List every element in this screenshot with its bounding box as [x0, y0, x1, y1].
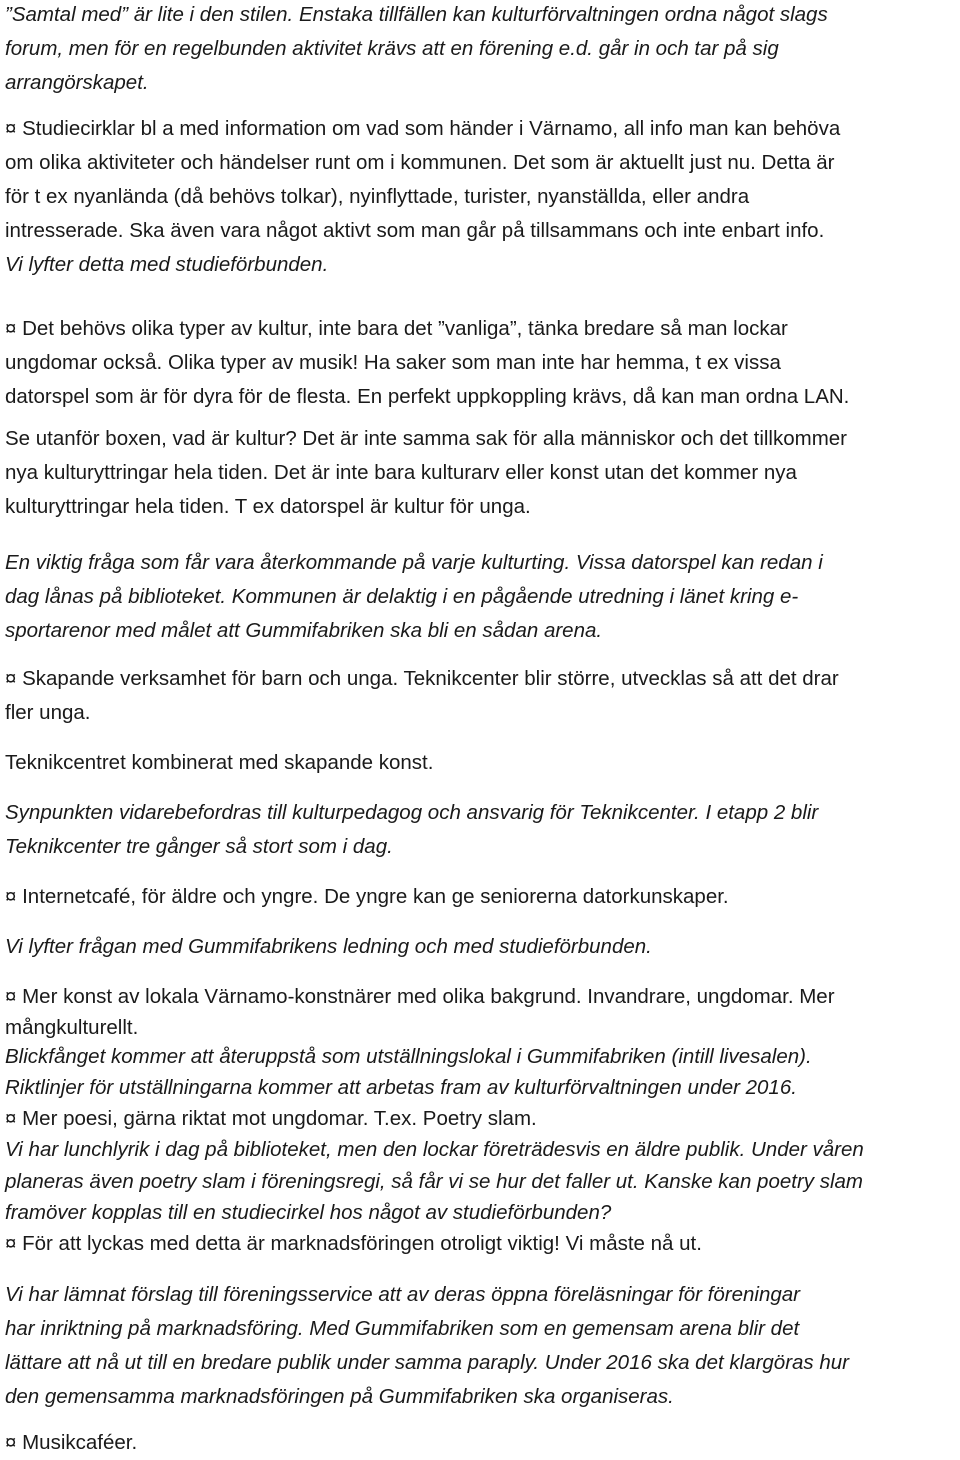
text-line: för t ex nyanlända (då behövs tolkar), nyinflyttade, turister, nyanställda, eller andra: [5, 185, 750, 208]
paragraph-samtal-med: [5, 0, 828, 100]
text-line: dag lånas på biblioteket. Kommunen är delaktig i en pågående utredning i länet kring e-: [5, 585, 799, 608]
text-line: ¤ Musikcaféer.: [5, 1431, 138, 1454]
text-line: Riktlinjer för utställningarna kommer att arbetas fram av kulturförvaltningen under 2016.: [5, 1076, 797, 1099]
text-line: ¤ Studiecirklar bl a med information om vad som händer i Värnamo, all info man kan behöva: [5, 117, 841, 140]
text-line: Vi har lunchlyrik i dag på biblioteket, men den lockar företrädesvis en äldre publik. Under våren: [5, 1138, 864, 1161]
text-line: sportarenor med målet att Gummifabriken ska bli en sådan arena.: [5, 619, 603, 642]
text-line: den gemensamma marknadsföringen på Gummifabriken ska organiseras.: [5, 1385, 674, 1408]
paragraph-viktig-fraga: [5, 546, 823, 648]
text-line: Se utanför boxen, vad är kultur? Det är inte samma sak för alla människor och det tillkommer: [5, 427, 848, 450]
paragraph-marknadsforing: [5, 1278, 849, 1414]
text-line: Vi lyfter frågan med Gummifabrikens ledning och med studieförbunden.: [5, 935, 652, 958]
text-line: Teknikcentret kombinerat med skapande konst.: [5, 751, 434, 774]
paragraph-studiecirklar: [5, 112, 840, 282]
text-line: kulturyttringar hela tiden. T ex datorspel är kultur för unga.: [5, 495, 531, 518]
text-line: Vi lyfter detta med studieförbunden.: [5, 253, 329, 276]
text-line: framöver kopplas till en studiecirkel hos något av studieförbunden?: [5, 1201, 612, 1224]
text-line: Synpunkten vidarebefordras till kulturpedagog och ansvarig för Teknikcenter. I etapp 2 blir: [5, 801, 819, 824]
text-line: planeras även poetry slam i föreningsregi, så får vi se hur det faller ut. Kanske kan poetry slam: [5, 1170, 864, 1193]
text-line: om olika aktiviteter och händelser runt om i kommunen. Det som är aktuellt just nu. Detta är: [5, 151, 835, 174]
text-line: ¤ Det behövs olika typer av kultur, inte bara det ”vanliga”, tänka bredare så man lockar: [5, 317, 788, 340]
text-line: lättare att nå ut till en bredare publik under samma paraply. Under 2016 ska det klargöras hur: [5, 1351, 850, 1374]
text-line: arrangörskapet.: [5, 71, 149, 94]
text-line: ¤ Skapande verksamhet för barn och unga. Teknikcenter blir större, utvecklas så att det drar: [5, 667, 839, 690]
text-line: Teknikcenter tre gånger så stort som i dag.: [5, 835, 393, 858]
text-line: ¤ Mer konst av lokala Värnamo-konstnärer med olika bakgrund. Invandrare, ungdomar. Mer: [5, 985, 835, 1008]
text-line: nya kulturyttringar hela tiden. Det är inte bara kulturarv eller konst utan det kommer nya: [5, 461, 797, 484]
text-line: En viktig fråga som får vara återkommande på varje kulturting. Vissa datorspel kan redan i: [5, 551, 823, 574]
text-line: ¤ Internetcafé, för äldre och yngre. De yngre kan ge seniorerna datorkunskaper.: [5, 885, 729, 908]
text-line: ungdomar också. Olika typer av musik! Ha saker som man inte har hemma, t ex vissa: [5, 351, 781, 374]
text-line: Blickfånget kommer att återuppstå som utställningslokal i Gummifabriken (intill livesalen).: [5, 1045, 812, 1068]
text-line: mångkulturellt.: [5, 1016, 139, 1039]
paragraph-skapande-verksamhet: [5, 662, 839, 730]
text-line: datorspel som är för dyra för de flesta. En perfekt uppkoppling krävs, då kan man ordna LAN.: [5, 385, 850, 408]
text-line: Vi har lämnat förslag till föreningsservice att av deras öppna föreläsningar för föreningar: [5, 1283, 800, 1306]
paragraph-synpunkten: [5, 796, 818, 864]
paragraph-olika-typer-kultur: [5, 312, 849, 524]
paragraph-musikcafeer: [5, 1426, 137, 1460]
paragraph-teknikcentret: [5, 746, 433, 780]
text-line: intresserade. Ska även vara något aktivt som man går på tillsammans och inte enbart info.: [5, 219, 825, 242]
text-line: ¤ För att lyckas med detta är marknadsföringen otroligt viktig! Vi måste nå ut.: [5, 1232, 702, 1255]
text-line: fler unga.: [5, 701, 91, 724]
text-line: ”Samtal med” är lite i den stilen. Enstaka tillfällen kan kulturförvaltningen ordna något slags: [5, 3, 828, 26]
paragraph-internetcafe: [5, 880, 729, 914]
text-line: forum, men för en regelbunden aktivitet krävs att en förening e.d. går in och tar på sig: [5, 37, 779, 60]
paragraph-mer-konst: [5, 980, 864, 1260]
text-line: ¤ Mer poesi, gärna riktat mot ungdomar. T.ex. Poetry slam.: [5, 1107, 537, 1130]
text-line: har inriktning på marknadsföring. Med Gummifabriken som en gemensam arena blir det: [5, 1317, 800, 1340]
paragraph-vi-lyfter-fragan: [5, 930, 652, 964]
